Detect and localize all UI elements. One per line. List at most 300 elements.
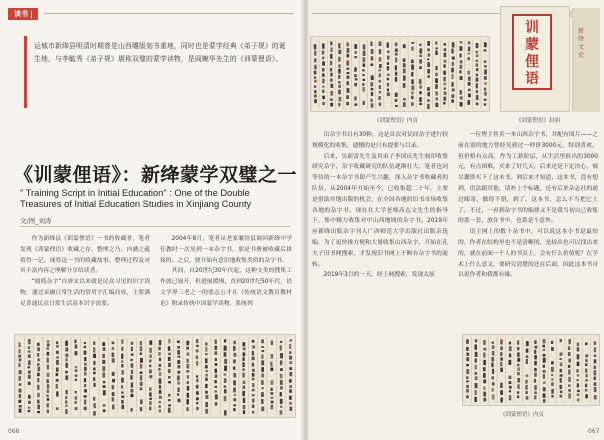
manuscript-glyph	[214, 351, 217, 355]
manuscript-glyph	[84, 389, 87, 392]
manuscript-glyph	[159, 390, 162, 394]
manuscript-glyph	[224, 378, 227, 383]
manuscript-glyph	[403, 58, 406, 61]
manuscript-glyph	[280, 386, 283, 389]
body-paragraph: 其间，自20世纪30年代起，这种文类的搜集工作就已展开，但进展缓慢，直到20世纪50年代，语文学界三老之一的张志公才在《传统语文教育教材论》附录传统中国蒙学读物，系统列	[160, 268, 292, 307]
manuscript-glyph	[196, 355, 198, 359]
manuscript-glyph	[149, 375, 152, 378]
manuscript-glyph	[28, 375, 31, 379]
manuscript-glyph	[168, 346, 171, 350]
manuscript-glyph	[560, 395, 563, 398]
manuscript-glyph	[452, 56, 455, 59]
manuscript-glyph	[427, 41, 430, 46]
manuscript-glyph	[460, 96, 463, 99]
manuscript-glyph	[362, 83, 364, 85]
manuscript-glyph	[130, 359, 132, 361]
manuscript-glyph	[158, 347, 160, 350]
manuscript-glyph	[37, 343, 40, 346]
manuscript-glyph	[517, 391, 519, 393]
manuscript-glyph	[543, 354, 546, 357]
manuscript-glyph	[451, 94, 454, 98]
manuscript-glyph	[551, 395, 554, 398]
manuscript-glyph	[289, 367, 292, 370]
manuscript-glyph	[500, 358, 503, 361]
manuscript-glyph	[484, 42, 487, 47]
manuscript-glyph	[466, 364, 469, 366]
manuscript-glyph	[517, 372, 520, 375]
manuscript-glyph	[484, 49, 487, 51]
manuscript-glyph	[475, 339, 477, 342]
manuscript-glyph	[56, 373, 59, 376]
manuscript-glyph	[159, 378, 162, 383]
manuscript-glyph	[103, 385, 106, 388]
manuscript-glyph	[475, 376, 478, 380]
manuscript-glyph	[466, 385, 468, 388]
manuscript-glyph	[322, 86, 324, 88]
manuscript-glyph	[140, 372, 143, 374]
manuscript-glyph	[112, 392, 115, 396]
manuscript-glyph	[491, 363, 493, 368]
manuscript-glyph	[379, 57, 381, 61]
manuscript-glyph	[280, 380, 283, 385]
manuscript-glyph	[252, 378, 255, 380]
manuscript-glyph	[379, 49, 381, 54]
manuscript-glyph	[159, 405, 161, 408]
manuscript-glyph	[466, 389, 469, 393]
manuscript-glyph	[509, 346, 512, 351]
manuscript-glyph	[103, 390, 106, 395]
manuscript-glyph	[411, 42, 414, 44]
manuscript-glyph	[322, 43, 325, 48]
manuscript-glyph	[186, 370, 189, 372]
manuscript-glyph	[483, 386, 485, 390]
manuscript-glyph	[483, 348, 486, 351]
manuscript-glyph	[451, 74, 453, 79]
manuscript-glyph	[475, 344, 477, 349]
manuscript-glyph	[379, 41, 382, 46]
manuscript-glyph	[252, 345, 255, 348]
manuscript-glyph	[543, 393, 546, 397]
manuscript-glyph	[186, 364, 189, 368]
manuscript-glyph	[484, 76, 487, 80]
manuscript-glyph	[233, 366, 236, 369]
manuscript-glyph	[84, 384, 86, 387]
manuscript-glyph	[427, 69, 430, 74]
manuscript-glyph	[378, 96, 380, 100]
manuscript-glyph	[233, 394, 236, 396]
body-paragraph: 作为新绛县《训蒙俚语》一书的收藏者，笔者发现《训蒙俚语》收藏之存、整理之乃、内涵之蕴值得一记。现将这一书的收藏故事、整理过程及对其丰富内容之理解分享给读者。	[20, 236, 150, 275]
manuscript-glyph	[371, 88, 374, 91]
manuscript-glyph	[585, 343, 588, 346]
manuscript-glyph	[322, 102, 325, 105]
manuscript-glyph	[205, 347, 207, 352]
manuscript-glyph	[290, 407, 293, 411]
manuscript-glyph	[551, 382, 553, 386]
manuscript-glyph	[468, 94, 471, 98]
manuscript-glyph	[371, 49, 374, 54]
manuscript-glyph	[387, 66, 389, 70]
manuscript-glyph	[468, 41, 471, 44]
manuscript-glyph	[243, 410, 245, 414]
manuscript-glyph	[102, 342, 105, 346]
manuscript-glyph	[594, 387, 597, 392]
manuscript-glyph	[542, 345, 545, 348]
manuscript-glyph	[168, 394, 170, 397]
manuscript-glyph	[19, 359, 22, 362]
manuscript-glyph	[28, 360, 31, 365]
manuscript-glyph	[19, 405, 22, 407]
manuscript-glyph	[560, 369, 563, 373]
manuscript-glyph	[140, 341, 142, 345]
manuscript-glyph	[261, 354, 263, 359]
manuscript-glyph	[177, 360, 180, 364]
manuscript-glyph	[585, 379, 588, 381]
manuscript-glyph	[93, 411, 96, 416]
manuscript-glyph	[475, 365, 477, 370]
manuscript-glyph	[205, 391, 208, 394]
manuscript-glyph	[427, 53, 430, 56]
manuscript-glyph	[18, 400, 21, 403]
manuscript-glyph	[378, 69, 380, 71]
manuscript-glyph	[577, 383, 579, 387]
manuscript-glyph	[419, 44, 421, 46]
manuscript-glyph	[233, 373, 236, 377]
manuscript-glyph	[65, 405, 67, 407]
caption-inner-page: 《训蒙俚语》内页	[374, 118, 419, 124]
manuscript-glyph	[354, 96, 357, 100]
manuscript-glyph	[314, 71, 317, 75]
manuscript-glyph	[159, 372, 162, 376]
manuscript-glyph	[252, 357, 255, 361]
manuscript-glyph	[411, 47, 413, 51]
manuscript-glyph	[47, 389, 50, 392]
manuscript-glyph	[19, 376, 21, 381]
manuscript-glyph	[84, 346, 87, 348]
manuscript-glyph	[243, 381, 246, 385]
manuscript-glyph	[484, 82, 487, 84]
manuscript-glyph	[19, 394, 21, 398]
manuscript-glyph	[509, 381, 512, 384]
manuscript-glyph	[435, 103, 438, 107]
manuscript-glyph	[347, 81, 349, 85]
manuscript-glyph	[130, 389, 133, 393]
manuscript-glyph	[403, 44, 406, 48]
manuscript-glyph	[74, 401, 77, 404]
manuscript-glyph	[577, 354, 580, 359]
manuscript-glyph	[451, 100, 454, 103]
manuscript-glyph	[346, 95, 349, 99]
manuscript-glyph	[363, 79, 365, 81]
manuscript-glyph	[37, 393, 39, 397]
manuscript-glyph	[140, 382, 143, 386]
manuscript-glyph	[387, 50, 389, 53]
manuscript-glyph	[379, 73, 381, 77]
manuscript-glyph	[205, 378, 207, 381]
manuscript-glyph	[215, 369, 217, 373]
manuscript-glyph	[121, 347, 123, 351]
manuscript-glyph	[526, 375, 528, 377]
manuscript-glyph	[492, 342, 494, 344]
manuscript-glyph	[435, 66, 437, 70]
manuscript-glyph	[233, 398, 236, 401]
manuscript-glyph	[75, 407, 78, 410]
manuscript-glyph	[452, 42, 455, 47]
manuscript-glyph	[233, 408, 236, 411]
manuscript-glyph	[168, 399, 171, 401]
manuscript-glyph	[215, 346, 218, 350]
manuscript-glyph	[451, 82, 453, 87]
manuscript-glyph	[112, 404, 114, 409]
manuscript-glyph	[403, 83, 406, 88]
manuscript-glyph	[585, 389, 588, 392]
manuscript-glyph	[205, 342, 208, 345]
manuscript-glyph	[261, 339, 264, 343]
manuscript-glyph	[28, 401, 31, 404]
manuscript-glyph	[484, 99, 487, 101]
manuscript-glyph	[242, 357, 244, 361]
manuscript-glyph	[551, 361, 554, 364]
manuscript-glyph	[560, 358, 562, 360]
manuscript-glyph	[149, 340, 152, 344]
manuscript-glyph	[525, 391, 527, 394]
manuscript-glyph	[93, 354, 96, 358]
manuscript-glyph	[37, 347, 40, 351]
body-paragraph: “阅简杂字”自唐宋以来就是民众习见的识字读物，通过采撷日常生活的常用字汇编而成，主要满足普通民众日常生活基本识字需要。	[20, 279, 150, 307]
manuscript-glyph	[338, 50, 341, 54]
manuscript-glyph	[314, 90, 316, 93]
manuscript-glyph	[483, 340, 486, 345]
manuscript-glyph	[568, 358, 571, 362]
manuscript-glyph	[261, 360, 264, 365]
manuscript-glyph	[517, 395, 519, 398]
manuscript-glyph	[84, 363, 87, 366]
manuscript-glyph	[330, 68, 332, 71]
manuscript-glyph	[196, 379, 198, 383]
manuscript-glyph	[468, 71, 470, 75]
manuscript-glyph	[224, 386, 226, 388]
manuscript-glyph	[242, 391, 245, 396]
manuscript-glyph	[75, 391, 77, 393]
manuscript-glyph	[84, 351, 87, 355]
manuscript-glyph	[177, 371, 180, 374]
manuscript-glyph	[466, 369, 469, 374]
manuscript-glyph	[322, 68, 324, 71]
manuscript-glyph	[233, 380, 236, 385]
manuscript-glyph	[491, 357, 494, 361]
manuscript-glyph	[177, 365, 180, 368]
manuscript-glyph	[338, 103, 340, 106]
manuscript-glyph	[121, 405, 124, 409]
manuscript-glyph	[289, 396, 292, 400]
manuscript-glyph	[585, 394, 588, 398]
manuscript-glyph	[56, 367, 59, 372]
manuscript-glyph	[411, 92, 413, 95]
manuscript-glyph	[149, 398, 152, 400]
manuscript-glyph	[435, 84, 438, 89]
title-rule	[20, 226, 290, 227]
manuscript-glyph	[224, 410, 227, 415]
manuscript-glyph	[75, 366, 78, 368]
manuscript-glyph	[205, 358, 207, 363]
manuscript-glyph	[47, 398, 50, 401]
manuscript-glyph	[271, 401, 274, 404]
manuscript-glyph	[149, 392, 152, 396]
manuscript-glyph	[112, 372, 115, 376]
manuscript-glyph	[74, 340, 76, 343]
manuscript-glyph	[56, 391, 58, 396]
manuscript-glyph	[289, 372, 292, 376]
manuscript-glyph	[419, 55, 422, 57]
manuscript-glyph	[214, 390, 216, 392]
manuscript-glyph	[443, 77, 446, 82]
manuscript-glyph	[475, 383, 478, 388]
manuscript-glyph	[492, 388, 494, 391]
manuscript-glyph	[354, 83, 357, 86]
manuscript-glyph	[330, 98, 333, 101]
manuscript-glyph	[330, 61, 333, 66]
manuscript-glyph	[427, 58, 429, 60]
manuscript-glyph	[112, 358, 115, 363]
manuscript-glyph	[149, 365, 151, 368]
manuscript-glyph	[379, 85, 381, 89]
manuscript-glyph	[594, 395, 597, 400]
manuscript-glyph	[355, 78, 358, 80]
manuscript-glyph	[517, 358, 520, 362]
manuscript-glyph	[233, 346, 236, 351]
manuscript-glyph	[93, 341, 95, 345]
manuscript-glyph	[102, 372, 105, 377]
manuscript-glyph	[280, 392, 282, 396]
manuscript-glyph	[314, 51, 316, 56]
manuscript-glyph	[354, 67, 356, 71]
manuscript-glyph	[103, 347, 106, 350]
manuscript-glyph	[233, 341, 236, 345]
body-column-right-2	[458, 130, 598, 281]
manuscript-glyph	[577, 390, 580, 392]
manuscript-glyph	[103, 381, 105, 383]
manuscript-glyph	[261, 392, 264, 397]
manuscript-glyph	[112, 397, 114, 401]
manuscript-glyph	[280, 374, 283, 379]
manuscript-glyph	[444, 87, 446, 89]
manuscript-glyph	[149, 407, 151, 411]
manuscript-glyph	[177, 356, 180, 358]
manuscript-glyph	[233, 388, 236, 393]
manuscript-glyph	[576, 379, 578, 381]
manuscript-glyph	[534, 355, 536, 360]
manuscript-glyph	[371, 92, 373, 96]
manuscript-glyph	[500, 346, 503, 350]
manuscript-glyph	[330, 79, 333, 82]
manuscript-glyph	[168, 363, 171, 367]
manuscript-glyph	[168, 353, 171, 355]
manuscript-glyph	[594, 347, 596, 352]
manuscript-glyph	[468, 52, 471, 54]
manuscript-glyph	[112, 379, 115, 382]
manuscript-glyph	[270, 380, 273, 384]
manuscript-glyph	[121, 385, 123, 389]
manuscript-glyph	[468, 89, 471, 92]
manuscript-glyph	[196, 349, 199, 352]
manuscript-glyph	[314, 77, 316, 79]
manuscript-glyph	[568, 365, 570, 368]
manuscript-glyph	[467, 57, 470, 60]
manuscript-glyph	[65, 409, 68, 414]
manuscript-glyph	[435, 47, 438, 49]
caption-cover: 《训蒙俚语》封面	[516, 118, 561, 124]
manuscript-glyph	[84, 372, 86, 376]
manuscript-glyph	[187, 386, 189, 391]
manuscript-glyph	[443, 97, 446, 101]
manuscript-glyph	[289, 402, 291, 405]
manuscript-glyph	[158, 368, 160, 371]
right-page	[304, 0, 604, 440]
manuscript-glyph	[551, 374, 553, 376]
manuscript-glyph	[252, 351, 254, 356]
manuscript-glyph	[243, 352, 246, 356]
manuscript-glyph	[543, 381, 546, 384]
manuscript-glyph	[159, 358, 161, 361]
manuscript-glyph	[467, 100, 470, 105]
manuscript-glyph	[205, 374, 207, 377]
manuscript-glyph	[476, 63, 479, 66]
manuscript-glyph	[347, 88, 350, 93]
manuscript-glyph	[93, 403, 95, 408]
manuscript-glyph	[186, 347, 189, 350]
manuscript-glyph	[56, 351, 59, 354]
manuscript-glyph	[65, 396, 67, 399]
manuscript-glyph	[47, 365, 49, 370]
manuscript-glyph	[403, 102, 406, 107]
manuscript-glyph	[47, 358, 49, 363]
manuscript-glyph	[102, 360, 105, 364]
manuscript-glyph	[205, 402, 208, 407]
manuscript-glyph	[205, 353, 208, 355]
manuscript-glyph	[476, 95, 479, 100]
manuscript-glyph	[130, 394, 133, 397]
manuscript-glyph	[444, 92, 447, 96]
manuscript-glyph	[330, 41, 332, 45]
manuscript-glyph	[252, 340, 255, 343]
manuscript-glyph	[560, 378, 562, 383]
manuscript-glyph	[517, 352, 520, 356]
manuscript-glyph	[543, 339, 546, 343]
manuscript-glyph	[585, 363, 588, 366]
manuscript-glyph	[459, 46, 462, 51]
manuscript-glyph	[215, 386, 218, 388]
manuscript-glyph	[534, 395, 537, 399]
manuscript-glyph	[435, 78, 438, 83]
manuscript-glyph	[338, 75, 340, 79]
manuscript-glyph	[484, 103, 486, 105]
manuscript-glyph	[280, 341, 282, 343]
manuscript-glyph	[252, 369, 255, 372]
manuscript-glyph	[347, 72, 350, 74]
manuscript-glyph	[403, 98, 406, 100]
manuscript-glyph	[459, 54, 461, 58]
manuscript-illustration	[311, 37, 489, 111]
manuscript-glyph	[585, 368, 587, 372]
manuscript-glyph	[395, 93, 398, 97]
manuscript-glyph	[18, 342, 20, 347]
cover-title-text: 训蒙俚语	[525, 20, 539, 87]
manuscript-glyph	[452, 88, 455, 91]
manuscript-glyph	[322, 90, 324, 93]
manuscript-glyph	[577, 394, 580, 396]
manuscript-glyph	[484, 60, 487, 63]
manuscript-glyph	[280, 410, 283, 414]
manuscript-glyph	[517, 347, 519, 351]
